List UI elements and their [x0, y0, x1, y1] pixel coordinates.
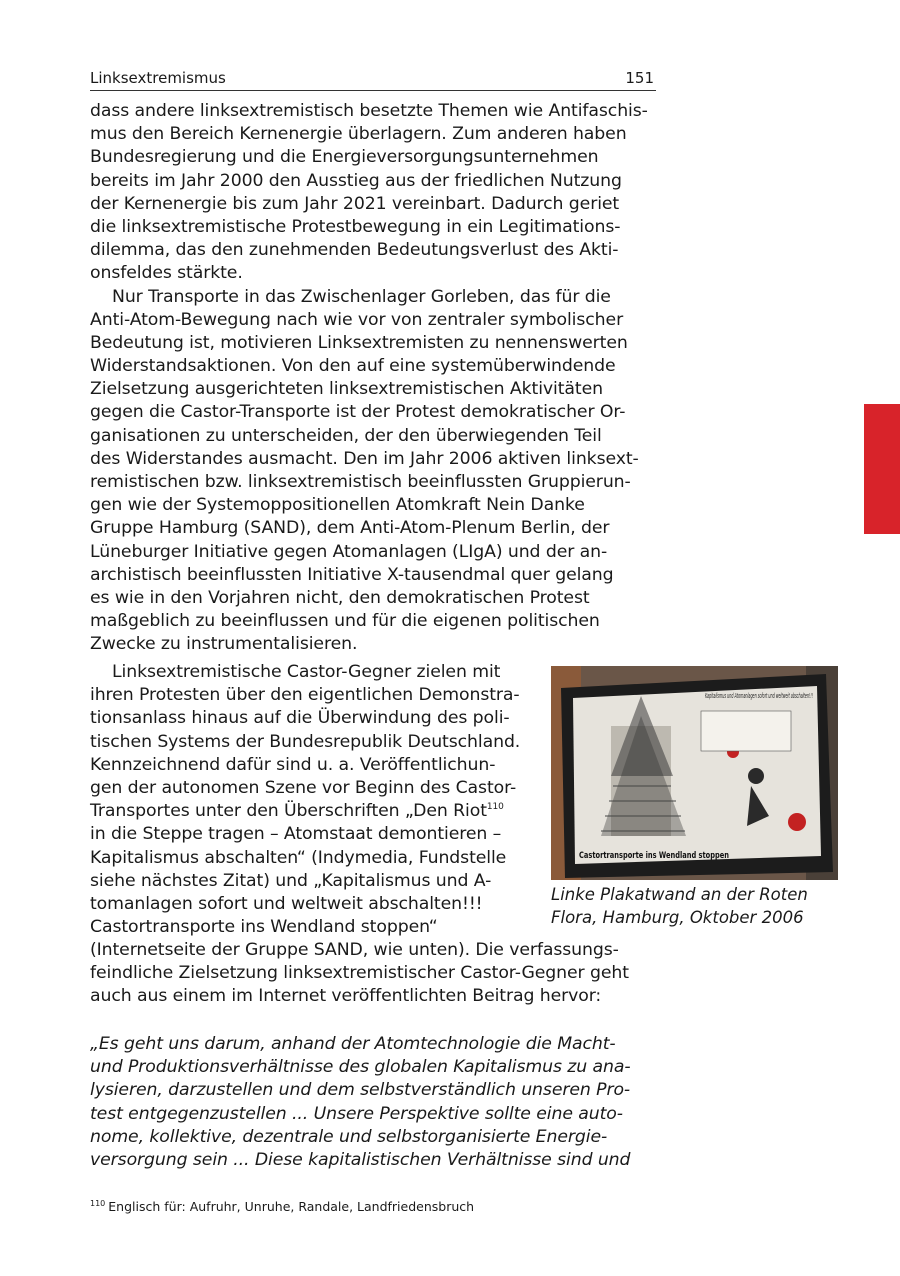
body-line: bereits im Jahr 2000 den Ausstieg aus der friedlichen Nutzung	[90, 170, 622, 191]
figure-caption	[551, 883, 851, 929]
body-line: tomanlagen sofort und weltweit abschalten!!!	[90, 893, 483, 914]
body-line: Zielsetzung ausgerichteten linksextremistischen Aktivitäten	[90, 379, 603, 400]
body-line: es wie in den Vorjahren nicht, den demokratischen Protest	[90, 587, 590, 608]
body-line: gen der autonomen Szene vor Beginn des Castor-	[90, 777, 517, 798]
body-text-top	[90, 100, 648, 657]
body-line: remistischen bzw. linksextremistisch beeinflussten Gruppierun-	[90, 472, 631, 492]
running-header	[90, 68, 656, 91]
body-line: Widerstandsaktionen. Von den auf eine systemüberwindende	[90, 356, 616, 377]
body-line: Kapitalismus abschalten“ (Indymedia, Fundstelle	[90, 847, 507, 868]
body-line: Gruppe Hamburg (SAND), dem Anti-Atom-Plenum Berlin, der	[90, 518, 610, 539]
body-line: die linksextremistische Protestbewegung in ein Legitimations-	[90, 216, 621, 237]
block-quote	[90, 1033, 630, 1172]
quote-line: und Produktionsverhältnisse des globalen Kapitalismus zu ana-	[90, 1057, 631, 1078]
body-line: Anti-Atom-Bewegung nach wie vor von zentraler symbolischer	[90, 309, 624, 330]
poster-top-text: Kapitalismus und Atomanlagen sofort und weltweit abschalten!!!	[705, 692, 814, 700]
body-line: archistisch beeinflussten Initiative X-tausendmal quer gelang	[90, 564, 614, 585]
caption-line: Linke Plakatwand an der Roten	[551, 885, 808, 904]
body-line: gegen die Castor-Transporte ist der Protest demokratischer Or-	[90, 402, 626, 423]
body-line: feindliche Zielsetzung linksextremistischer Castor-Gegner geht	[90, 963, 629, 984]
footnote-text: Englisch für: Aufruhr, Unruhe, Randale, Landfriedensbruch	[108, 1199, 475, 1214]
quote-line: test entgegenzustellen ... Unsere Perspektive sollte eine auto-	[90, 1103, 623, 1124]
caption-line: Flora, Hamburg, Oktober 2006	[551, 908, 804, 927]
body-line: (Internetseite der Gruppe SAND, wie unten). Die verfassungs-	[90, 940, 619, 960]
body-line: Zwecke zu instrumentalisieren.	[90, 634, 358, 655]
body-line: des Widerstandes ausmacht. Den im Jahr 2006 aktiven linksext-	[90, 448, 639, 469]
body-line: Transportes unter den Überschriften „Den Riot$^{110}$	[90, 801, 504, 822]
body-line: tischen Systems der Bundesrepublik Deutschland.	[90, 731, 521, 752]
quote-line: „Es geht uns darum, anhand der Atomtechnologie die Macht-	[90, 1034, 616, 1054]
page-number: 151	[625, 69, 654, 87]
body-line: in die Steppe tragen – Atomstaat demontieren –	[90, 824, 502, 845]
poster-bottom-text: Castortransporte ins Wendland stoppen	[579, 851, 729, 861]
body-line: maßgeblich zu beeinflussen und für die eigenen politischen	[90, 611, 600, 632]
body-line: Nur Transporte in das Zwischenlager Gorleben, das für die	[112, 286, 611, 307]
section-title: Linksextremismus	[90, 69, 226, 87]
body-line: Linksextremistische Castor-Gegner zielen mit	[112, 662, 501, 682]
body-line: ihren Protesten über den eigentlichen Demonstra-	[90, 685, 520, 706]
body-text-beside-figure	[90, 661, 520, 939]
body-line: Bedeutung ist, motivieren Linksextremisten zu nennenswerten	[90, 332, 628, 353]
body-line: der Kernenergie bis zum Jahr 2021 vereinbart. Dadurch geriet	[90, 193, 620, 214]
body-line: tionsanlass hinaus auf die Überwindung des poli-	[90, 708, 510, 729]
footnote-number: 110	[90, 1199, 106, 1208]
body-line: Lüneburger Initiative gegen Atomanlagen (LIgA) und der an-	[90, 541, 608, 562]
body-line: Kennzeichnend dafür sind u. a. Veröffentlichun-	[90, 754, 496, 775]
body-line: Bundesregierung und die Energieversorgungsunternehmen	[90, 147, 599, 168]
quote-line: nome, kollektive, dezentrale und selbstorganisierte Energie-	[90, 1126, 608, 1147]
body-text-after-figure	[90, 939, 629, 1009]
photo-poster-wall	[551, 666, 838, 880]
quote-line: versorgung sein ... Diese kapitalistischen Verhältnisse sind und	[90, 1149, 631, 1170]
body-line: ganisationen zu unterscheiden, der den überwiegenden Teil	[90, 425, 602, 446]
body-line: dilemma, das den zunehmenden Bedeutungsverlust des Akti-	[90, 240, 619, 261]
body-line: auch aus einem im Internet veröffentlichten Beitrag hervor:	[90, 986, 602, 1007]
footnote	[90, 1199, 474, 1214]
body-line: onsfeldes stärkte.	[90, 263, 243, 284]
quote-line: lysieren, darzustellen und dem selbstverständlich unseren Pro-	[90, 1080, 631, 1101]
body-line: gen wie der Systemoppositionellen Atomkraft Nein Danke	[90, 495, 585, 516]
chapter-thumb-tab	[864, 404, 900, 534]
footnote-reference[interactable]: 110	[486, 802, 504, 813]
body-line: mus den Bereich Kernenergie überlagern. Zum anderen haben	[90, 124, 627, 145]
body-line: siehe nächstes Zitat) und „Kapitalismus und A-	[90, 870, 492, 891]
body-line: Castortransporte ins Wendland stoppen“	[90, 917, 438, 938]
body-line: dass andere linksextremistisch besetzte Themen wie Antifaschis-	[90, 101, 648, 121]
poster-photo-illustration	[551, 666, 838, 880]
